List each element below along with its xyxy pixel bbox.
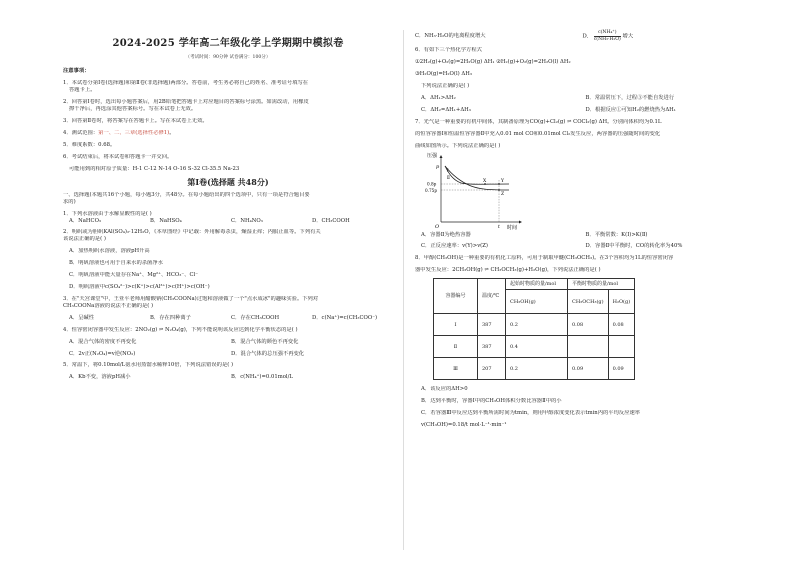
q6-options-cd	[415, 107, 750, 114]
q5-option-d-fraction	[594, 30, 621, 42]
cell-id: Ⅰ	[434, 314, 478, 336]
curve-container-2	[445, 166, 509, 190]
left-column	[63, 30, 393, 381]
q6-stem: 6．有如下三个热化学方程式	[415, 47, 482, 54]
header-eq: 平衡时物质的量/mol	[568, 278, 635, 289]
q8-option-c: C．若容器Ⅲ中反应达到平衡所需时间为tmin，则用甲醇浓度变化表示tmin内的平均反应速率	[421, 410, 641, 417]
q1-option-d: D．CH₃COOH	[312, 217, 350, 224]
header-ch3oh: CH₃OH(g)	[506, 290, 568, 314]
cell-start: 0.4	[506, 336, 568, 358]
q4-options-ab	[63, 339, 393, 346]
q3-option-b: B．存在四种离子	[150, 315, 191, 322]
cell-start: 0.2	[506, 358, 568, 380]
q7-pressure-graph	[423, 152, 523, 230]
y-axis-arrow-icon	[440, 155, 443, 158]
graph-label-0-75p: 0.75p	[425, 187, 438, 193]
header-temp: 温度/℃	[478, 278, 506, 313]
note-atomic-masses: 可能用到的相对原子质量：H-1 C-12 N-14 O-16 S-32 Cl-35.5 Na-23	[69, 165, 240, 172]
graph-ylabel: 压强	[427, 152, 438, 159]
point-z-marker	[498, 189, 500, 191]
q4-option-b: B．混合气体的颜色不再变化	[231, 339, 299, 346]
cell-h2o: 0.09	[608, 358, 635, 380]
curve-label-1: Ⅰ	[447, 167, 449, 173]
note-1-cont: 答题卡上。	[69, 86, 96, 93]
cell-ether	[568, 336, 609, 358]
q7-stem: 7．光气是一种重要的有机中间体，其制备原理为CO(g)+Cl₂(g) ⇌ COCl₂(g) ΔH。分别向体积均为0.1L	[415, 118, 662, 125]
q5-options-cd	[415, 30, 750, 42]
q4-stem: 4．恒容密闭容器中发生反应：2NO₂(g) ⇌ N₂O₄(g)，下列不能说明该反应达到化学平衡状态的是( )	[63, 327, 298, 334]
note-4-range: 第一、二、三章(选择性必修1)	[98, 129, 170, 136]
header-start: 起始时物质的量/mol	[506, 278, 568, 289]
q7-option-d: D．容器Ⅱ中平衡时，CO的转化率为40%	[585, 243, 683, 250]
q3-option-d: D．c(Na⁺)=c(CH₃COO⁻)	[312, 315, 378, 322]
q6-equations-1-2: ①2H₂(g)+O₂(g)=2H₂O(g) ΔH₁ ②H₂(g)+O₂(g)=2H₂O(l) ΔH₂	[415, 59, 571, 66]
q6-option-b: B．常温常压下，过程③不能自发进行	[585, 95, 675, 102]
cell-temp: 387	[478, 314, 506, 336]
q6-equation-3: ③H₂O(g)=H₂O(l) ΔH₃	[415, 71, 472, 78]
q1-option-b: B．NaHSO₄	[150, 217, 182, 224]
q2-stem-cont: 该说法正确的是( )	[63, 236, 106, 243]
header-container: 容器编号	[434, 278, 478, 313]
q5-option-d-post: 增大	[622, 33, 634, 40]
column-divider	[403, 30, 404, 550]
curve-label-2: Ⅱ	[447, 174, 450, 180]
q7-options-cd	[415, 243, 750, 250]
right-column	[415, 30, 750, 429]
q7-option-b: B．平衡常数：K(Ⅰ)>K(Ⅱ)	[585, 231, 648, 238]
q4-options-cd	[63, 351, 393, 358]
q2-option-d: D．明矾溶液中c(SO₄²⁻)>c(K⁺)>c(Al³⁺)>c(H⁺)>c(OH⁻)	[69, 284, 210, 291]
q6-option-c: C．ΔH₂=ΔH₁+ΔH₃	[421, 107, 471, 114]
graph-label-t: t	[498, 224, 500, 230]
x-axis-arrow-icon	[519, 220, 522, 223]
point-y-label: Y	[501, 178, 504, 184]
section-1-intro: 一、选择题(本题共16个小题，每小题3分，共48分。在每小题给出的四个选项中，只有一项是符合题目要	[63, 191, 310, 198]
q5-option-c: C．NH₃·H₂O的电离程度增大	[415, 32, 486, 39]
q2-option-b: B．明矾溶液也可用于自来水的杀菌净水	[69, 260, 163, 267]
q5-options-ab	[63, 374, 393, 381]
q2-option-a: A．加热明矾水溶液，溶液pH升高	[69, 248, 150, 255]
note-5: 5．难度系数：0.68。	[63, 141, 116, 148]
q3-stem-cont: CH₃COONa溶液的说法不正确的是( )	[63, 303, 154, 310]
cell-h2o	[608, 336, 635, 358]
q8-stem-cont: 器中发生反应：2CH₃OH(g) ⇌ CH₃OCH₃(g)+H₂O(g)，下列说法正确的是( )	[415, 266, 601, 273]
q5-option-a: A．Kb不变，溶液pH减小	[69, 374, 131, 381]
q1-options	[63, 218, 393, 225]
table-header-row	[434, 278, 635, 289]
table-row	[434, 336, 635, 358]
cell-ether: 0.08	[568, 314, 609, 336]
q8-data-table	[433, 278, 635, 380]
q1-option-c: C．NH₄NO₃	[231, 217, 263, 224]
exam-title: 2024-2025 学年高二年级化学上学期期中模拟卷	[112, 38, 344, 49]
q3-stem: 3．在"天宫课堂"中，王亚平老师用醋酸钠(CH₃COONa)过饱和溶液做了一个"点水成冰"的趣味实验。下列对	[63, 296, 319, 303]
note-2-cont: 擦干净后，再选涂其他答案标号。写在本试卷上无效。	[69, 105, 197, 112]
cell-ether: 0.09	[568, 358, 609, 380]
cell-start: 0.2	[506, 314, 568, 336]
q3-option-c: C．存在CH₃COOH	[231, 315, 280, 322]
q1-option-a: A．NaHCO₃	[69, 217, 102, 224]
q8-option-b: B．达到平衡时，容器Ⅰ中的CH₃OH体积分数比容器Ⅱ中的小	[421, 398, 562, 405]
header-h2o: H₂O(g)	[608, 290, 635, 314]
q6-option-d: D．根据反应①可知H₂的燃烧热为ΔH₁	[585, 107, 676, 114]
cell-id: Ⅱ	[434, 336, 478, 358]
cell-temp: 207	[478, 358, 506, 380]
pressure-time-graph	[423, 152, 523, 230]
q4-option-c: C．2v正(N₂O₄)=v逆(NO₂)	[69, 350, 136, 357]
exam-subinfo: （考试时间：90分钟 试卷满分：100分）	[185, 54, 271, 60]
q7-option-a: A．容器Ⅱ为绝热容器	[421, 231, 471, 238]
point-x-label: X	[483, 178, 487, 184]
point-z-label: Z	[501, 191, 505, 197]
q7-option-c: C．正反应速率：v(Y)>v(Z)	[421, 243, 488, 250]
cell-id: Ⅲ	[434, 358, 478, 380]
note-3: 3．回答第Ⅱ卷时，将答案写在答题卡上。写在本试卷上无效。	[63, 117, 208, 124]
table-row	[434, 314, 635, 336]
q4-option-a: A．混合气体的密度不再变化	[69, 339, 137, 346]
note-4-post: 。	[169, 129, 175, 136]
note-2: 2．回答第Ⅰ卷时，选出每小题答案后，用2B铅笔把答题卡上对应题目的答案标号涂黑。如需改动，用橡皮	[63, 98, 309, 105]
q7-stem-cont-2: 曲线如图所示。下列说法正确的是( )	[415, 142, 501, 149]
q4-option-d: D．混合气体的总压强不再变化	[231, 350, 305, 357]
cell-h2o: 0.08	[608, 314, 635, 336]
q8-stem: 8．甲醇(CH₃OH)是一种重要的有机化工原料，可用于制取甲醚(CH₃OCH₃)。在3个容积均为1L的恒容密闭容	[415, 254, 674, 261]
q6-ask: 下列说法正确的是( )	[421, 83, 470, 90]
q7-stem-cont: 的恒容容器Ⅰ和恒温恒容容器Ⅱ中充入0.01 mol CO和0.01mol Cl₂发生反应，两容器的压强随时间的变化	[415, 130, 661, 137]
q5-option-d-pre: D．	[582, 33, 593, 40]
q7-options-ab	[415, 232, 750, 239]
curve-container-1	[445, 166, 509, 184]
notes-heading: 注意事项：	[63, 68, 90, 75]
q5-stem: 5．常温下，将0.10mol/L氨水用蒸馏水稀释10倍，下列说法错误的是( )	[63, 362, 234, 369]
graph-origin: O	[435, 223, 440, 230]
q1-stem: 1．下列水溶液由于水解显酸性的是( )	[63, 210, 152, 217]
q2-option-c: C．明矾溶液中能大量存在Na⁺、Mg²⁺、HCO₃⁻、Cl⁻	[69, 272, 199, 279]
point-y-marker	[498, 183, 500, 185]
fraction-numerator: c(NH₄⁺)	[594, 30, 621, 37]
q5-option-b: B．c(NH₄⁺)=0.01mol/L	[231, 374, 293, 381]
cell-temp: 387	[478, 336, 506, 358]
q6-options-ab	[415, 95, 750, 102]
note-6: 6．考试结束后，将本试卷和答题卡一并交回。	[63, 153, 173, 160]
note-4-pre: 4．测试范围：	[63, 129, 99, 136]
fraction-denominator: c(NH₃·H₂O)	[593, 36, 621, 42]
q8-option-c-cont: v(CH₃OH)=0.18/t mol·L⁻¹·min⁻¹	[421, 422, 507, 429]
table-row	[434, 358, 635, 380]
q2-stem: 2．明矾或为胆矾KAl(SO₄)₂·12H₂O，《本草图经》中记载：外用解毒杀虫，燥湿止痒；内服止血等。下列有关	[63, 229, 321, 236]
q3-option-a: A．呈碱性	[69, 315, 95, 322]
graph-label-0-8p: 0.8p	[427, 181, 437, 187]
graph-label-p: p	[436, 163, 440, 170]
section-1-intro-cont: 求的)	[63, 198, 76, 205]
q8-option-a: A．该反应的ΔH>0	[421, 386, 468, 393]
note-4	[63, 130, 393, 137]
note-1: 1．本试卷分第Ⅰ卷(选择题)和第Ⅱ卷(非选择题)两部分。答卷前，考生务必将自己的姓名、准考证号填写在	[63, 79, 309, 86]
header-ether: CH₃OCH₃(g)	[568, 290, 609, 314]
q5-option-d	[583, 30, 751, 42]
q6-option-a: A．ΔH₁>ΔH₂	[421, 95, 456, 102]
q3-options	[63, 315, 393, 322]
graph-xlabel: 时间	[507, 224, 518, 230]
section-1-title: 第Ⅰ卷(选择题 共48分)	[187, 176, 269, 187]
